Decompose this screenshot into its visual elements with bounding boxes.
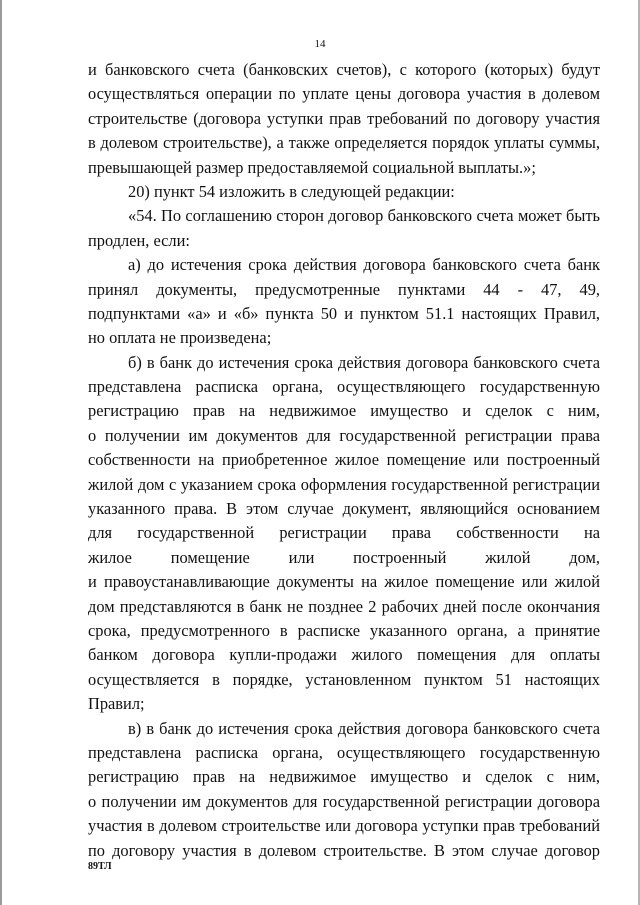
text-line: представлена расписка органа, осуществляющего государственную bbox=[88, 742, 600, 762]
text-line: о получении им документов для государственной регистрации договора bbox=[88, 791, 600, 811]
text-line: по договору участия в долевом строительстве. В этом случае договор bbox=[88, 840, 600, 860]
text-line: указанного права. В этом случае документ, являющийся основанием bbox=[88, 499, 600, 519]
text-line: «54. По соглашению сторон договор банковского счета может быть bbox=[128, 206, 600, 226]
text-line: но оплата не произведена; bbox=[88, 328, 272, 348]
text-line: подпунктами «а» и «б» пункта 50 и пунктом 51.1 настоящих Правил, bbox=[88, 303, 600, 323]
text-line: в долевом строительстве), а также определяется порядок уплаты суммы, bbox=[88, 133, 600, 153]
document-body bbox=[88, 58, 600, 863]
text-line: регистрацию прав на недвижимое имущество и сделок с ним, bbox=[88, 767, 600, 787]
text-line: срока, предусмотренного в расписке указанного органа, а принятие bbox=[88, 620, 600, 640]
text-line: строительстве (договора уступки прав требований по договору участия bbox=[88, 108, 600, 128]
text-line: и банковского счета (банковских счетов), с которого (которых) будут bbox=[88, 60, 600, 79]
text-line: 20) пункт 54 изложить в следующей редакции: bbox=[128, 181, 455, 201]
text-line: собственности на приобретенное жилое помещение или построенный bbox=[88, 450, 600, 470]
text-line: принял документы, предусмотренные пунктами 44 - 47, 49, bbox=[88, 279, 600, 299]
footer-code: 89ТЛ bbox=[88, 861, 112, 872]
text-line: осуществляться операции по уплате цены договора участия в долевом bbox=[88, 84, 600, 104]
text-line: а) до истечения срока действия договора банковского счета банк bbox=[128, 255, 600, 275]
text-line: продлен, если: bbox=[88, 230, 190, 250]
text-line: представлена расписка органа, осуществляющего государственную bbox=[88, 377, 600, 397]
text-line: банком договора купли-продажи жилого помещения для оплаты bbox=[88, 645, 600, 665]
text-line: регистрацию прав на недвижимое имущество и сделок с ним, bbox=[88, 401, 600, 421]
scan-edge-left bbox=[0, 0, 2, 905]
text-line: превышающей размер предоставляемой социальной выплаты.»; bbox=[88, 157, 536, 177]
text-line: дом представляются в банк не позднее 2 рабочих дней после окончания bbox=[88, 596, 600, 616]
text-line: Правил; bbox=[88, 694, 145, 714]
text-line: осуществляется в порядке, установленном пунктом 51 настоящих bbox=[88, 669, 600, 689]
text-line: жилое помещение или построенный жилой дом, bbox=[88, 547, 600, 567]
text-line: и правоустанавливающие документы на жилое помещение или жилой bbox=[88, 572, 600, 592]
text-line: участия в долевом строительстве или договора уступки прав требований bbox=[88, 816, 600, 836]
text-line: жилой дом с указанием срока оформления государственной регистрации bbox=[88, 474, 600, 494]
text-line: о получении им документов для государственной регистрации права bbox=[88, 425, 600, 445]
text-line: для государственной регистрации права собственности на bbox=[88, 523, 600, 543]
page-number: 14 bbox=[314, 38, 326, 50]
text-line: б) в банк до истечения срока действия договора банковского счета bbox=[128, 352, 600, 372]
text-line: в) в банк до истечения срока действия договора банковского счета bbox=[128, 718, 600, 738]
